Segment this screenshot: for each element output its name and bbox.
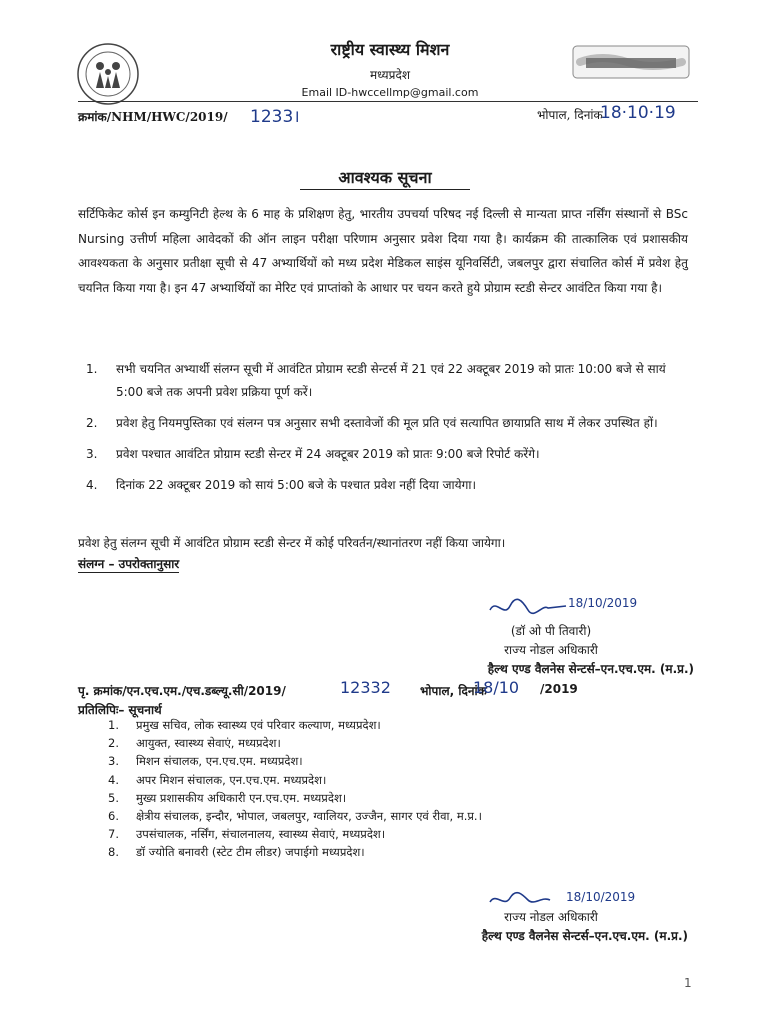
signature-date-handwritten: 18/10/2019 (568, 596, 638, 610)
item-text: प्रमुख सचिव, लोक स्वास्थ्य एवं परिवार कल्याण, मध्यप्रदेश। (136, 718, 381, 732)
arogyam-logo (572, 42, 690, 82)
endorsement-date-label: भोपाल, दिनांक (420, 684, 487, 698)
item-text: मुख्य प्रशासकीय अधिकारी एन.एच.एम. मध्यप्रदेश। (136, 790, 347, 805)
endorsement-ref-number-handwritten: 12332 (340, 678, 391, 697)
item-number: 6. (108, 809, 119, 824)
signatory-designation: राज्य नोडल अधिकारी (504, 643, 598, 657)
header-email: Email ID-hwccellmp@gmail.com (301, 86, 479, 99)
notice-paragraph: सर्टिफिकेट कोर्स इन कम्युनिटी हेल्थ के 6 माह के प्रशिक्षण हेतु, भारतीय उपचर्या परिषद नई दिल्ली से मान्यता प्राप्त नर्सिंग संस्थानों से BSc Nursing उत्तीर्ण महिला आवेदकों की ऑन लाइन परीक्षा परिणाम अनुसार प्रवेश दिया गया है। कार्यक्रम की तात्कालिक एवं प्रशासकीय आवश्यकता के अनुसार प्रतीक्षा सूची से 47 अभ्यार्थियों को मध्य प्रदेश मेडिकल साइंस यूनिवर्सिटी, जबलपुर द्वारा संचालित कोर्स में प्रवेश हेतु चयनित किया गया है। इन 47 अभ्यार्थियों का मेरिट एवं प्राप्तांको के आधार पर चयन करते हुये प्रोग्राम स्टडी सेन्टर आवंटित किया गया है। (78, 207, 688, 295)
nhm-logo (76, 42, 140, 106)
item-number: 2. (86, 416, 98, 430)
list-item (108, 789, 668, 807)
signatory-designation: राज्य नोडल अधिकारी (504, 910, 598, 924)
item-text: प्रवेश हेतु नियमपुस्तिका एवं संलग्न पत्र अनुसार सभी दस्तावेजों की मूल प्रति एवं सत्यापित छायाप्रति साथ में लेकर उपस्थित हों। (116, 416, 658, 430)
item-text: क्षेत्रीय संचालक, इन्दौर, भोपाल, जबलपुर, ग्वालियर, उज्जैन, सागर एवं रीवा, म.प्र.। (136, 809, 482, 824)
item-number: 4. (108, 772, 119, 787)
notice-title: आवश्यक सूचना (300, 166, 470, 190)
list-item (78, 358, 688, 404)
page-number: 1 (684, 976, 692, 990)
endorsement-date-handwritten: 18/10 (473, 678, 520, 697)
notice-points (78, 358, 688, 497)
item-number: 1. (86, 362, 98, 376)
copy-header: प्रतिलिपिः– सूचनार्थ (78, 703, 162, 717)
signatory-organisation: हैल्थ एण्ड वैलनेस सेन्टर्स–एन.एच.एम. (म.प्र.) (481, 929, 688, 943)
item-number: 3. (108, 754, 119, 769)
item-number: 1. (108, 718, 119, 732)
item-number: 2. (108, 736, 119, 751)
endorsement-year: /2019 (540, 682, 578, 696)
item-text: प्रवेश पश्चात आवंटित प्रोग्राम स्टडी सेन्टर में 24 अक्टूबर 2019 को प्रातः 9:00 बजे रिपोर्ट करेंगे। (116, 447, 540, 461)
notice-note: प्रवेश हेतु संलग्न सूची में आवंटित प्रोग्राम स्टडी सेन्टर में कोई परिवर्तन/स्थानांतरण नहीं किया जायेगा। (78, 536, 506, 550)
list-item (108, 843, 668, 861)
header-title: राष्ट्रीय स्वास्थ्य मिशन (330, 40, 450, 59)
ref-label: क्रमांक/NHM/HWC/2019/ (78, 110, 228, 124)
endorsement-ref-label: पृ. क्रमांक/एन.एच.एम./एच.डब्ल्यू.सी/2019/ (78, 684, 286, 698)
enclosure-label: संलग्न – उपरोक्तानुसार (78, 557, 180, 571)
date-label: भोपाल, दिनांक (537, 108, 603, 122)
item-number: 8. (108, 845, 119, 860)
list-item (108, 734, 668, 752)
item-text: दिनांक 22 अक्टूबर 2019 को सायं 5:00 बजे के पश्चात प्रवेश नहीं दिया जायेगा। (116, 478, 477, 492)
signatory-organisation: हैल्थ एण्ड वैलनेस सेन्टर्स–एन.एच.एम. (म.प्र.) (487, 662, 694, 676)
list-item (78, 443, 688, 466)
copy-list (108, 716, 668, 862)
list-item (108, 752, 668, 770)
signatory-name: (डॉ ओ पी तिवारी) (510, 624, 592, 638)
list-item (108, 807, 668, 825)
item-text: अपर मिशन संचालक, एन.एच.एम. मध्यप्रदेश। (136, 772, 327, 787)
item-number: 3. (86, 447, 98, 461)
list-item (108, 716, 668, 734)
item-text: आयुक्त, स्वास्थ्य सेवाएं, मध्यप्रदेश। (136, 736, 281, 751)
item-text: उपसंचालक, नर्सिंग, संचालनालय, स्वास्थ्य सेवाएं, मध्यप्रदेश। (136, 827, 386, 842)
item-number: 4. (86, 478, 98, 492)
list-item (78, 474, 688, 497)
item-number: 5. (108, 790, 119, 805)
list-item (78, 412, 688, 435)
ref-number-handwritten: 1233। (250, 107, 300, 127)
item-text: मिशन संचालक, एन.एच.एम. मध्यप्रदेश। (136, 754, 303, 769)
item-number: 7. (108, 827, 119, 842)
list-item (108, 825, 668, 843)
date-handwritten: 18·10·19 (600, 103, 676, 123)
signature-date-handwritten: 18/10/2019 (566, 890, 636, 904)
item-text: डॉ ज्योति बनावरी (स्टेट टीम लीडर) जपाईगो मध्यप्रदेश। (136, 845, 365, 860)
list-item (108, 771, 668, 789)
header-divider (78, 101, 698, 102)
item-text: सभी चयनित अभ्यार्थी संलग्न सूची में आवंटित प्रोग्राम स्टडी सेन्टर्स में 21 एवं 22 अक्टूबर 2019 को प्रातः 10:00 बजे से सायं 5:00 बजे तक अपनी प्रवेश प्रक्रिया पूर्ण करें। (116, 362, 666, 399)
header-subtitle: मध्यप्रदेश (369, 68, 410, 82)
